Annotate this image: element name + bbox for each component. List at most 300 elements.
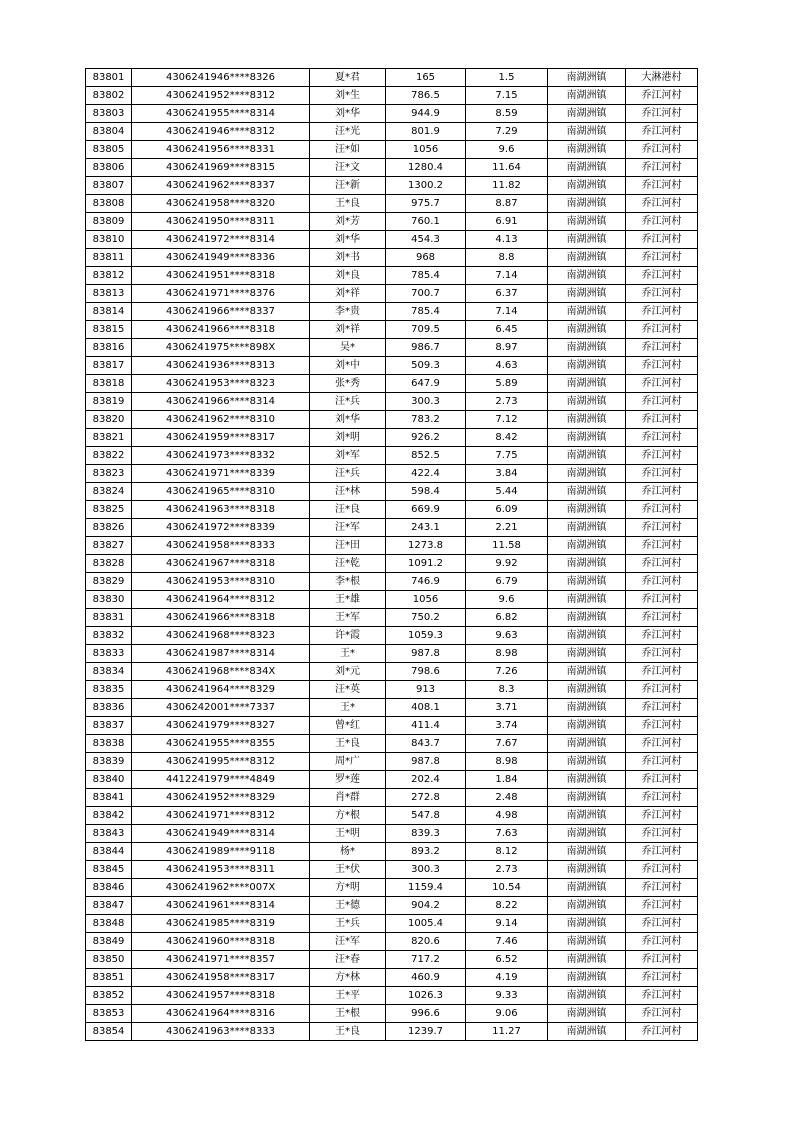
sequence-cell: 83843 bbox=[86, 825, 132, 843]
amount-cell: 272.8 bbox=[386, 789, 466, 807]
name-cell: 刘*中 bbox=[310, 357, 386, 375]
table-row bbox=[86, 663, 698, 681]
rate-cell: 7.15 bbox=[466, 87, 548, 105]
table-row bbox=[86, 123, 698, 141]
amount-cell: 1056 bbox=[386, 591, 466, 609]
sequence-cell: 83814 bbox=[86, 303, 132, 321]
id-number-cell: 4306241979****8327 bbox=[132, 717, 310, 735]
sequence-cell: 83819 bbox=[86, 393, 132, 411]
amount-cell: 975.7 bbox=[386, 195, 466, 213]
rate-cell: 6.79 bbox=[466, 573, 548, 591]
id-number-cell: 4306241936****8313 bbox=[132, 357, 310, 375]
name-cell: 汪*春 bbox=[310, 951, 386, 969]
village-cell: 乔江河村 bbox=[626, 915, 698, 933]
town-cell: 南湖洲镇 bbox=[548, 915, 626, 933]
village-cell: 乔江河村 bbox=[626, 717, 698, 735]
town-cell: 南湖洲镇 bbox=[548, 699, 626, 717]
rate-cell: 8.98 bbox=[466, 645, 548, 663]
id-number-cell: 4306241975****898X bbox=[132, 339, 310, 357]
village-cell: 乔江河村 bbox=[626, 951, 698, 969]
amount-cell: 996.6 bbox=[386, 1005, 466, 1023]
table-row bbox=[86, 789, 698, 807]
amount-cell: 1300.2 bbox=[386, 177, 466, 195]
name-cell: 王*良 bbox=[310, 1023, 386, 1041]
table-row bbox=[86, 1005, 698, 1023]
village-cell: 乔江河村 bbox=[626, 969, 698, 987]
name-cell: 刘*华 bbox=[310, 411, 386, 429]
amount-cell: 852.5 bbox=[386, 447, 466, 465]
id-number-cell: 4306242001****7337 bbox=[132, 699, 310, 717]
table-row bbox=[86, 537, 698, 555]
rate-cell: 9.06 bbox=[466, 1005, 548, 1023]
sequence-cell: 83808 bbox=[86, 195, 132, 213]
rate-cell: 6.45 bbox=[466, 321, 548, 339]
amount-cell: 1059.3 bbox=[386, 627, 466, 645]
rate-cell: 8.12 bbox=[466, 843, 548, 861]
rate-cell: 8.22 bbox=[466, 897, 548, 915]
amount-cell: 165 bbox=[386, 69, 466, 87]
village-cell: 乔江河村 bbox=[626, 519, 698, 537]
sequence-cell: 83847 bbox=[86, 897, 132, 915]
name-cell: 汪*兵 bbox=[310, 393, 386, 411]
name-cell: 汪*林 bbox=[310, 483, 386, 501]
village-cell: 乔江河村 bbox=[626, 159, 698, 177]
name-cell: 王*明 bbox=[310, 825, 386, 843]
village-cell: 乔江河村 bbox=[626, 357, 698, 375]
rate-cell: 11.58 bbox=[466, 537, 548, 555]
town-cell: 南湖洲镇 bbox=[548, 249, 626, 267]
town-cell: 南湖洲镇 bbox=[548, 897, 626, 915]
rate-cell: 4.13 bbox=[466, 231, 548, 249]
town-cell: 南湖洲镇 bbox=[548, 969, 626, 987]
table-row bbox=[86, 447, 698, 465]
sequence-cell: 83838 bbox=[86, 735, 132, 753]
amount-cell: 760.1 bbox=[386, 213, 466, 231]
village-cell: 乔江河村 bbox=[626, 663, 698, 681]
village-cell: 乔江河村 bbox=[626, 735, 698, 753]
name-cell: 汪*新 bbox=[310, 177, 386, 195]
name-cell: 汪*如 bbox=[310, 141, 386, 159]
village-cell: 乔江河村 bbox=[626, 609, 698, 627]
table-row bbox=[86, 1023, 698, 1041]
table-row bbox=[86, 249, 698, 267]
village-cell: 乔江河村 bbox=[626, 285, 698, 303]
amount-cell: 669.9 bbox=[386, 501, 466, 519]
sequence-cell: 83829 bbox=[86, 573, 132, 591]
table-row bbox=[86, 825, 698, 843]
town-cell: 南湖洲镇 bbox=[548, 717, 626, 735]
amount-cell: 1239.7 bbox=[386, 1023, 466, 1041]
amount-cell: 422.4 bbox=[386, 465, 466, 483]
name-cell: 汪*英 bbox=[310, 681, 386, 699]
amount-cell: 1026.3 bbox=[386, 987, 466, 1005]
village-cell: 乔江河村 bbox=[626, 177, 698, 195]
table-row bbox=[86, 87, 698, 105]
table-row bbox=[86, 807, 698, 825]
amount-cell: 1005.4 bbox=[386, 915, 466, 933]
sequence-cell: 83811 bbox=[86, 249, 132, 267]
name-cell: 刘*书 bbox=[310, 249, 386, 267]
town-cell: 南湖洲镇 bbox=[548, 231, 626, 249]
table-row bbox=[86, 681, 698, 699]
village-cell: 乔江河村 bbox=[626, 267, 698, 285]
sequence-cell: 83810 bbox=[86, 231, 132, 249]
village-cell: 乔江河村 bbox=[626, 393, 698, 411]
id-number-cell: 4306241962****8310 bbox=[132, 411, 310, 429]
amount-cell: 709.5 bbox=[386, 321, 466, 339]
rate-cell: 10.54 bbox=[466, 879, 548, 897]
amount-cell: 509.3 bbox=[386, 357, 466, 375]
amount-cell: 986.7 bbox=[386, 339, 466, 357]
sequence-cell: 83812 bbox=[86, 267, 132, 285]
village-cell: 乔江河村 bbox=[626, 195, 698, 213]
village-cell: 乔江河村 bbox=[626, 699, 698, 717]
amount-cell: 785.4 bbox=[386, 303, 466, 321]
id-number-cell: 4306241958****8333 bbox=[132, 537, 310, 555]
amount-cell: 1273.8 bbox=[386, 537, 466, 555]
table-row bbox=[86, 393, 698, 411]
amount-cell: 820.6 bbox=[386, 933, 466, 951]
sequence-cell: 83807 bbox=[86, 177, 132, 195]
table-row bbox=[86, 753, 698, 771]
table-row bbox=[86, 717, 698, 735]
rate-cell: 5.89 bbox=[466, 375, 548, 393]
amount-cell: 700.7 bbox=[386, 285, 466, 303]
amount-cell: 783.2 bbox=[386, 411, 466, 429]
town-cell: 南湖洲镇 bbox=[548, 753, 626, 771]
town-cell: 南湖洲镇 bbox=[548, 177, 626, 195]
rate-cell: 8.3 bbox=[466, 681, 548, 699]
table-row bbox=[86, 213, 698, 231]
table-row bbox=[86, 141, 698, 159]
id-number-cell: 4306241963****8318 bbox=[132, 501, 310, 519]
name-cell: 许*霞 bbox=[310, 627, 386, 645]
name-cell: 肖*群 bbox=[310, 789, 386, 807]
id-number-cell: 4306241972****8339 bbox=[132, 519, 310, 537]
table-row bbox=[86, 915, 698, 933]
id-number-cell: 4306241973****8332 bbox=[132, 447, 310, 465]
town-cell: 南湖洲镇 bbox=[548, 159, 626, 177]
name-cell: 吴* bbox=[310, 339, 386, 357]
rate-cell: 11.82 bbox=[466, 177, 548, 195]
rate-cell: 3.74 bbox=[466, 717, 548, 735]
rate-cell: 7.12 bbox=[466, 411, 548, 429]
table-row bbox=[86, 645, 698, 663]
name-cell: 张*秀 bbox=[310, 375, 386, 393]
sequence-cell: 83816 bbox=[86, 339, 132, 357]
village-cell: 乔江河村 bbox=[626, 249, 698, 267]
name-cell: 王* bbox=[310, 699, 386, 717]
town-cell: 南湖洲镇 bbox=[548, 69, 626, 87]
id-number-cell: 4306241989****9118 bbox=[132, 843, 310, 861]
id-number-cell: 4306241965****8310 bbox=[132, 483, 310, 501]
village-cell: 乔江河村 bbox=[626, 555, 698, 573]
id-number-cell: 4306241959****8317 bbox=[132, 429, 310, 447]
town-cell: 南湖洲镇 bbox=[548, 447, 626, 465]
amount-cell: 893.2 bbox=[386, 843, 466, 861]
rate-cell: 7.26 bbox=[466, 663, 548, 681]
sequence-cell: 83821 bbox=[86, 429, 132, 447]
name-cell: 刘*祥 bbox=[310, 285, 386, 303]
table-body bbox=[86, 69, 698, 1041]
id-number-cell: 4306241964****8312 bbox=[132, 591, 310, 609]
id-number-cell: 4306241968****834X bbox=[132, 663, 310, 681]
id-number-cell: 4306241964****8316 bbox=[132, 1005, 310, 1023]
name-cell: 刘*元 bbox=[310, 663, 386, 681]
table-row bbox=[86, 411, 698, 429]
amount-cell: 904.2 bbox=[386, 897, 466, 915]
name-cell: 杨* bbox=[310, 843, 386, 861]
name-cell: 刘*明 bbox=[310, 429, 386, 447]
table-row bbox=[86, 231, 698, 249]
amount-cell: 598.4 bbox=[386, 483, 466, 501]
sequence-cell: 83826 bbox=[86, 519, 132, 537]
town-cell: 南湖洲镇 bbox=[548, 393, 626, 411]
town-cell: 南湖洲镇 bbox=[548, 195, 626, 213]
village-cell: 乔江河村 bbox=[626, 465, 698, 483]
sequence-cell: 83828 bbox=[86, 555, 132, 573]
id-number-cell: 4306241952****8329 bbox=[132, 789, 310, 807]
town-cell: 南湖洲镇 bbox=[548, 105, 626, 123]
rate-cell: 7.63 bbox=[466, 825, 548, 843]
town-cell: 南湖洲镇 bbox=[548, 933, 626, 951]
name-cell: 李*根 bbox=[310, 573, 386, 591]
table-row bbox=[86, 519, 698, 537]
name-cell: 夏*君 bbox=[310, 69, 386, 87]
town-cell: 南湖洲镇 bbox=[548, 429, 626, 447]
table-row bbox=[86, 483, 698, 501]
name-cell: 王*雄 bbox=[310, 591, 386, 609]
village-cell: 乔江河村 bbox=[626, 645, 698, 663]
rate-cell: 9.92 bbox=[466, 555, 548, 573]
town-cell: 南湖洲镇 bbox=[548, 555, 626, 573]
name-cell: 方*林 bbox=[310, 969, 386, 987]
village-cell: 乔江河村 bbox=[626, 123, 698, 141]
table-row bbox=[86, 843, 698, 861]
amount-cell: 913 bbox=[386, 681, 466, 699]
town-cell: 南湖洲镇 bbox=[548, 501, 626, 519]
table-row bbox=[86, 609, 698, 627]
village-cell: 乔江河村 bbox=[626, 789, 698, 807]
town-cell: 南湖洲镇 bbox=[548, 591, 626, 609]
name-cell: 刘*军 bbox=[310, 447, 386, 465]
table-row bbox=[86, 159, 698, 177]
town-cell: 南湖洲镇 bbox=[548, 285, 626, 303]
table-row bbox=[86, 195, 698, 213]
id-number-cell: 4306241950****8311 bbox=[132, 213, 310, 231]
rate-cell: 7.75 bbox=[466, 447, 548, 465]
sequence-cell: 83845 bbox=[86, 861, 132, 879]
rate-cell: 7.46 bbox=[466, 933, 548, 951]
sequence-cell: 83804 bbox=[86, 123, 132, 141]
id-number-cell: 4306241962****007X bbox=[132, 879, 310, 897]
table-row bbox=[86, 555, 698, 573]
name-cell: 刘*华 bbox=[310, 231, 386, 249]
town-cell: 南湖洲镇 bbox=[548, 681, 626, 699]
sequence-cell: 83823 bbox=[86, 465, 132, 483]
village-cell: 乔江河村 bbox=[626, 573, 698, 591]
village-cell: 乔江河村 bbox=[626, 843, 698, 861]
table-row bbox=[86, 501, 698, 519]
town-cell: 南湖洲镇 bbox=[548, 123, 626, 141]
town-cell: 南湖洲镇 bbox=[548, 843, 626, 861]
town-cell: 南湖洲镇 bbox=[548, 411, 626, 429]
name-cell: 王*良 bbox=[310, 735, 386, 753]
rate-cell: 2.21 bbox=[466, 519, 548, 537]
sequence-cell: 83854 bbox=[86, 1023, 132, 1041]
village-cell: 乔江河村 bbox=[626, 375, 698, 393]
amount-cell: 798.6 bbox=[386, 663, 466, 681]
village-cell: 乔江河村 bbox=[626, 591, 698, 609]
name-cell: 罗*莲 bbox=[310, 771, 386, 789]
sequence-cell: 83841 bbox=[86, 789, 132, 807]
town-cell: 南湖洲镇 bbox=[548, 375, 626, 393]
table-row bbox=[86, 933, 698, 951]
town-cell: 南湖洲镇 bbox=[548, 771, 626, 789]
name-cell: 王*良 bbox=[310, 195, 386, 213]
village-cell: 乔江河村 bbox=[626, 771, 698, 789]
id-number-cell: 4306241957****8318 bbox=[132, 987, 310, 1005]
name-cell: 王*平 bbox=[310, 987, 386, 1005]
sequence-cell: 83846 bbox=[86, 879, 132, 897]
rate-cell: 11.27 bbox=[466, 1023, 548, 1041]
amount-cell: 408.1 bbox=[386, 699, 466, 717]
amount-cell: 454.3 bbox=[386, 231, 466, 249]
id-number-cell: 4306241946****8312 bbox=[132, 123, 310, 141]
town-cell: 南湖洲镇 bbox=[548, 339, 626, 357]
rate-cell: 9.6 bbox=[466, 141, 548, 159]
town-cell: 南湖洲镇 bbox=[548, 573, 626, 591]
table-row bbox=[86, 303, 698, 321]
id-number-cell: 4306241958****8320 bbox=[132, 195, 310, 213]
village-cell: 乔江河村 bbox=[626, 87, 698, 105]
table-row bbox=[86, 861, 698, 879]
name-cell: 汪*光 bbox=[310, 123, 386, 141]
id-number-cell: 4306241949****8336 bbox=[132, 249, 310, 267]
amount-cell: 968 bbox=[386, 249, 466, 267]
rate-cell: 6.52 bbox=[466, 951, 548, 969]
name-cell: 刘*华 bbox=[310, 105, 386, 123]
village-cell: 乔江河村 bbox=[626, 879, 698, 897]
id-number-cell: 4412241979****4849 bbox=[132, 771, 310, 789]
village-cell: 乔江河村 bbox=[626, 141, 698, 159]
amount-cell: 1280.4 bbox=[386, 159, 466, 177]
sequence-cell: 83834 bbox=[86, 663, 132, 681]
rate-cell: 9.6 bbox=[466, 591, 548, 609]
rate-cell: 2.48 bbox=[466, 789, 548, 807]
sequence-cell: 83813 bbox=[86, 285, 132, 303]
records-table bbox=[85, 68, 698, 1041]
name-cell: 方*明 bbox=[310, 879, 386, 897]
table-row bbox=[86, 897, 698, 915]
name-cell: 王*伏 bbox=[310, 861, 386, 879]
village-cell: 乔江河村 bbox=[626, 339, 698, 357]
rate-cell: 1.84 bbox=[466, 771, 548, 789]
village-cell: 乔江河村 bbox=[626, 303, 698, 321]
sequence-cell: 83831 bbox=[86, 609, 132, 627]
sequence-cell: 83832 bbox=[86, 627, 132, 645]
town-cell: 南湖洲镇 bbox=[548, 87, 626, 105]
id-number-cell: 4306241971****8376 bbox=[132, 285, 310, 303]
table-row bbox=[86, 375, 698, 393]
sequence-cell: 83852 bbox=[86, 987, 132, 1005]
amount-cell: 746.9 bbox=[386, 573, 466, 591]
town-cell: 南湖洲镇 bbox=[548, 951, 626, 969]
town-cell: 南湖洲镇 bbox=[548, 861, 626, 879]
table-row bbox=[86, 699, 698, 717]
rate-cell: 8.59 bbox=[466, 105, 548, 123]
table-row bbox=[86, 429, 698, 447]
amount-cell: 785.4 bbox=[386, 267, 466, 285]
table-row bbox=[86, 987, 698, 1005]
sequence-cell: 83820 bbox=[86, 411, 132, 429]
rate-cell: 3.84 bbox=[466, 465, 548, 483]
id-number-cell: 4306241969****8315 bbox=[132, 159, 310, 177]
id-number-cell: 4306241964****8329 bbox=[132, 681, 310, 699]
town-cell: 南湖洲镇 bbox=[548, 519, 626, 537]
id-number-cell: 4306241985****8319 bbox=[132, 915, 310, 933]
village-cell: 乔江河村 bbox=[626, 1023, 698, 1041]
sequence-cell: 83848 bbox=[86, 915, 132, 933]
id-number-cell: 4306241966****8318 bbox=[132, 609, 310, 627]
town-cell: 南湖洲镇 bbox=[548, 1023, 626, 1041]
village-cell: 乔江河村 bbox=[626, 807, 698, 825]
village-cell: 乔江河村 bbox=[626, 105, 698, 123]
name-cell: 曾*红 bbox=[310, 717, 386, 735]
sequence-cell: 83817 bbox=[86, 357, 132, 375]
town-cell: 南湖洲镇 bbox=[548, 789, 626, 807]
amount-cell: 243.1 bbox=[386, 519, 466, 537]
table-row bbox=[86, 627, 698, 645]
sequence-cell: 83830 bbox=[86, 591, 132, 609]
name-cell: 汪*军 bbox=[310, 519, 386, 537]
table-row bbox=[86, 771, 698, 789]
rate-cell: 8.87 bbox=[466, 195, 548, 213]
town-cell: 南湖洲镇 bbox=[548, 879, 626, 897]
sequence-cell: 83836 bbox=[86, 699, 132, 717]
name-cell: 汪*文 bbox=[310, 159, 386, 177]
amount-cell: 547.8 bbox=[386, 807, 466, 825]
sequence-cell: 83853 bbox=[86, 1005, 132, 1023]
amount-cell: 843.7 bbox=[386, 735, 466, 753]
village-cell: 乔江河村 bbox=[626, 213, 698, 231]
name-cell: 刘*芳 bbox=[310, 213, 386, 231]
sequence-cell: 83835 bbox=[86, 681, 132, 699]
sequence-cell: 83837 bbox=[86, 717, 132, 735]
name-cell: 刘*良 bbox=[310, 267, 386, 285]
id-number-cell: 4306241962****8337 bbox=[132, 177, 310, 195]
sequence-cell: 83822 bbox=[86, 447, 132, 465]
rate-cell: 1.5 bbox=[466, 69, 548, 87]
amount-cell: 411.4 bbox=[386, 717, 466, 735]
name-cell: 王*军 bbox=[310, 609, 386, 627]
sequence-cell: 83803 bbox=[86, 105, 132, 123]
name-cell: 刘*生 bbox=[310, 87, 386, 105]
id-number-cell: 4306241971****8312 bbox=[132, 807, 310, 825]
village-cell: 乔江河村 bbox=[626, 483, 698, 501]
village-cell: 乔江河村 bbox=[626, 321, 698, 339]
village-cell: 乔江河村 bbox=[626, 411, 698, 429]
town-cell: 南湖洲镇 bbox=[548, 627, 626, 645]
sequence-cell: 83849 bbox=[86, 933, 132, 951]
id-number-cell: 4306241946****8326 bbox=[132, 69, 310, 87]
town-cell: 南湖洲镇 bbox=[548, 735, 626, 753]
sequence-cell: 83818 bbox=[86, 375, 132, 393]
amount-cell: 944.9 bbox=[386, 105, 466, 123]
rate-cell: 6.91 bbox=[466, 213, 548, 231]
village-cell: 乔江河村 bbox=[626, 537, 698, 555]
village-cell: 乔江河村 bbox=[626, 825, 698, 843]
